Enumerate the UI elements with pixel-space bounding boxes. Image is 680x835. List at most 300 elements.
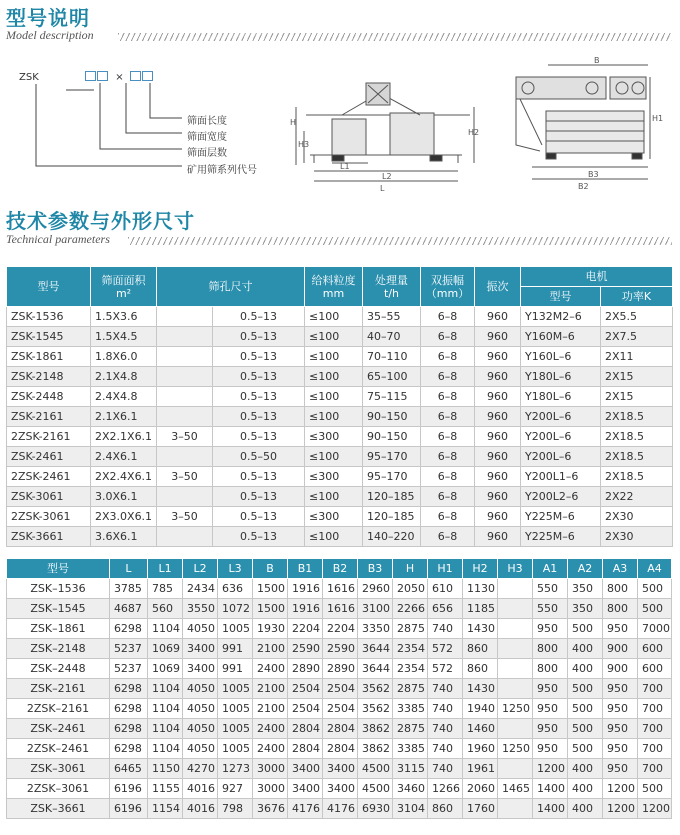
table-cell [498,679,533,699]
table-row [7,487,673,507]
col-header: A1 [533,559,568,579]
table-cell: 6196 [109,779,147,799]
table-cell: 700 [638,719,672,739]
table-cell: ZSK–3661 [7,799,110,819]
table-cell: 950 [533,699,568,719]
table-cell: 740 [428,759,463,779]
table-cell: 3562 [358,679,393,699]
table-cell: 500 [638,599,672,619]
table-cell: 2804 [323,739,358,759]
table-row [7,799,672,819]
table-cell: 500 [568,619,603,639]
table-cell: 900 [603,639,638,659]
section-subtitle-technical: Technical parameters [6,232,110,246]
table-cell: 2ZSK-2161 [7,427,91,447]
table-cell: 6–8 [421,307,475,327]
table-cell: 740 [428,679,463,699]
table-cell: 1069 [148,639,183,659]
table-cell: 950 [603,619,638,639]
table-cell: 960 [475,467,521,487]
table-cell: 1616 [323,579,358,599]
table-cell: 1400 [533,779,568,799]
table-cell: 400 [568,639,603,659]
table-cell: 120–185 [363,487,421,507]
table-cell: Y160L–6 [521,347,601,367]
col-header-motor: 电机 [521,267,673,287]
table-cell: 1104 [148,699,183,719]
table-cell: 2ZSK-2461 [7,467,91,487]
table-cell: 2100 [253,639,288,659]
table-cell: 120–185 [363,507,421,527]
table-cell: 1.5X3.6 [91,307,157,327]
table-cell: 3400 [288,759,323,779]
table-cell: 6–8 [421,367,475,387]
table-cell [157,387,213,407]
table-cell: 1430 [463,619,498,639]
table-cell: 2804 [288,719,323,739]
col-header: B2 [323,559,358,579]
table-cell: 960 [475,307,521,327]
col-header: L3 [218,559,253,579]
table-row [7,599,672,619]
table-cell: 0.5–13 [213,387,305,407]
table-cell: 90–150 [363,407,421,427]
table-cell: 3100 [358,599,393,619]
table-cell: 1155 [148,779,183,799]
table-row [7,387,673,407]
table-cell: 860 [428,799,463,819]
col-header-amplitude: 双振幅 （mm） [421,267,475,307]
table-cell: 3400 [183,659,218,679]
table-cell: 4270 [183,759,218,779]
label-series-code: 矿用筛系列代号 [187,165,257,176]
table-cell: ≤100 [305,387,363,407]
table-cell: 6298 [109,619,147,639]
table-cell: 0.5–13 [213,307,305,327]
table-row [7,719,672,739]
table-cell: 3460 [393,779,428,799]
table-cell: 3104 [393,799,428,819]
table-cell: 3400 [288,779,323,799]
table-cell: 2504 [323,679,358,699]
table-cell: 798 [218,799,253,819]
table-cell: 960 [475,447,521,467]
hatch-divider [118,33,672,41]
label-screen-width: 筛面宽度 [187,132,227,143]
table-cell: 0.5–13 [213,407,305,427]
table-cell: ZSK-1861 [7,347,91,367]
col-header-model: 型号 [7,267,91,307]
table-cell: 3785 [109,579,147,599]
table-cell: ≤100 [305,307,363,327]
table-cell: 800 [533,659,568,679]
table-cell: ZSK-3061 [7,487,91,507]
table-cell: 3–50 [157,507,213,527]
table-cell: 2X18.5 [601,467,673,487]
col-header: H3 [498,559,533,579]
table-cell: 700 [638,759,672,779]
table-cell: 2100 [253,699,288,719]
col-header: H [393,559,428,579]
table-cell: 3.6X6.1 [91,527,157,547]
table-cell: 0.5–13 [213,327,305,347]
table-cell: 7000 [638,619,672,639]
table-cell: 1200 [638,799,672,819]
table-cell: 0.5–13 [213,487,305,507]
table-cell: ≤100 [305,407,363,427]
table-cell: 2X2.1X6.1 [91,427,157,447]
table-cell: 2590 [323,639,358,659]
table-cell: 2204 [323,619,358,639]
table-row [7,507,673,527]
table-cell: 2.1X6.1 [91,407,157,427]
table-cell: Y180L–6 [521,387,601,407]
col-header-capacity: 处理量 t/h [363,267,421,307]
table-cell: 35–55 [363,307,421,327]
col-header-feed: 给料粒度 mm [305,267,363,307]
table-cell: 960 [475,347,521,367]
table-cell [498,659,533,679]
table-cell: 1940 [463,699,498,719]
table-cell: 960 [475,527,521,547]
table-cell: 2890 [323,659,358,679]
table-cell: 6298 [109,699,147,719]
table-cell: 2ZSK–2161 [7,699,110,719]
table-cell: 1130 [463,579,498,599]
table-cell: ZSK–1861 [7,619,110,639]
table-cell: 3.0X6.1 [91,487,157,507]
table-cell: 3400 [323,779,358,799]
table-cell: 1.8X6.0 [91,347,157,367]
table-cell: ≤100 [305,327,363,347]
table-row [7,367,673,387]
table-cell: ZSK-1536 [7,307,91,327]
table-cell: 700 [638,739,672,759]
table-cell: ZSK-1545 [7,327,91,347]
col-header: L [109,559,147,579]
technical-parameters-table [6,266,673,547]
table-cell: 4050 [183,679,218,699]
table-cell: 2ZSK–3061 [7,779,110,799]
table-cell: 800 [603,579,638,599]
table-cell: 1005 [218,719,253,739]
table-cell: 700 [638,699,672,719]
table-cell [498,639,533,659]
svg-text:B2: B2 [578,182,589,191]
table-cell: 600 [638,659,672,679]
table-cell: 0.5–13 [213,427,305,447]
col-header: L2 [183,559,218,579]
table-cell: 6465 [109,759,147,779]
table-cell: 2X18.5 [601,407,673,427]
table-cell: 2434 [183,579,218,599]
table-cell: 960 [475,487,521,507]
table-cell: Y160M–6 [521,327,601,347]
svg-text:H: H [290,118,297,127]
table-cell: 3862 [358,739,393,759]
col-header: A4 [638,559,672,579]
table-cell: 2ZSK-3061 [7,507,91,527]
table-cell: ≤100 [305,487,363,507]
table-cell: 2266 [393,599,428,619]
table-cell: 2875 [393,679,428,699]
svg-text:L: L [380,184,385,193]
table-cell: 4176 [288,799,323,819]
table-cell: ZSK–1536 [7,579,110,599]
col-header: A2 [568,559,603,579]
table-cell: 1069 [148,659,183,679]
table-cell: 400 [568,779,603,799]
table-cell: 950 [603,719,638,739]
table-cell: 572 [428,659,463,679]
table-cell: 70–110 [363,347,421,367]
table-cell: 400 [568,799,603,819]
table-cell: 6930 [358,799,393,819]
table-cell: 1916 [288,599,323,619]
table-cell: 350 [568,599,603,619]
table-cell: 2504 [288,699,323,719]
table-cell: 500 [568,699,603,719]
table-cell: 3562 [358,699,393,719]
table-cell: 636 [218,579,253,599]
table-cell: 2X3.0X6.1 [91,507,157,527]
table-cell: Y225M–6 [521,507,601,527]
table-cell: 6–8 [421,507,475,527]
table-cell: 1930 [253,619,288,639]
table-cell: 950 [533,619,568,639]
svg-text:B3: B3 [588,170,599,179]
table-cell: 1185 [463,599,498,619]
table-cell: 1273 [218,759,253,779]
table-cell: 4016 [183,779,218,799]
table-cell: 2X15 [601,387,673,407]
table-row [7,407,673,427]
table-cell: 400 [568,659,603,679]
table-cell: 3644 [358,659,393,679]
table-cell: 2050 [393,579,428,599]
table-cell: 950 [533,679,568,699]
table-cell: 785 [148,579,183,599]
table-row [7,779,672,799]
table-row [7,447,673,467]
table-cell: 500 [568,679,603,699]
table-cell: 6196 [109,799,147,819]
table-cell: 2X18.5 [601,427,673,447]
model-leader-lines [0,0,200,180]
table-cell: 960 [475,387,521,407]
table-cell: 1760 [463,799,498,819]
table-cell: 1154 [148,799,183,819]
dimensions-body [7,579,672,819]
table-cell [498,719,533,739]
table-row [7,307,673,327]
table-cell: ≤100 [305,347,363,367]
table-cell: 1500 [253,599,288,619]
table-cell: 1250 [498,739,533,759]
table-cell: 1250 [498,699,533,719]
table-cell: 0.5–13 [213,367,305,387]
table-cell: ZSK–1545 [7,599,110,619]
table-cell: 2400 [253,659,288,679]
table-cell: 3–50 [157,467,213,487]
table-cell: 740 [428,619,463,639]
table-cell: Y200L–6 [521,447,601,467]
table-cell: 6–8 [421,387,475,407]
table-cell: 3644 [358,639,393,659]
table-cell: 1005 [218,699,253,719]
table-cell: 2X2.4X6.1 [91,467,157,487]
table-cell: 3000 [253,759,288,779]
table-cell: 6–8 [421,407,475,427]
table-cell: ZSK–2148 [7,639,110,659]
table-cell: 550 [533,579,568,599]
table-cell: ≤100 [305,527,363,547]
col-header: H1 [428,559,463,579]
table-cell: ZSK-2461 [7,447,91,467]
table-cell: 860 [463,659,498,679]
col-header-motor-power: 功率K [601,287,673,307]
table-row [7,347,673,367]
table-cell: 2875 [393,719,428,739]
table-cell: ≤300 [305,427,363,447]
table-cell: 2354 [393,639,428,659]
table-cell: 2504 [323,699,358,719]
table-cell: 0.5–50 [213,447,305,467]
table-cell: 2.4X6.1 [91,447,157,467]
table-cell: 400 [568,759,603,779]
table-cell: 1916 [288,579,323,599]
table-cell: 6–8 [421,487,475,507]
table-cell: 6–8 [421,527,475,547]
table-cell: 2X22 [601,487,673,507]
table-cell: 0.5–13 [213,347,305,367]
table-cell: 927 [218,779,253,799]
table-cell: 950 [603,739,638,759]
section-subtitle-model: Model description [6,28,94,42]
table-cell: 800 [603,599,638,619]
table-cell: 2ZSK–2461 [7,739,110,759]
table-cell [498,799,533,819]
table-cell: 1104 [148,619,183,639]
table-cell: 2X30 [601,527,673,547]
table-cell: 1500 [253,579,288,599]
table-row [7,427,673,447]
table-row [7,619,672,639]
svg-text:B: B [594,56,600,65]
table-cell: 1200 [533,759,568,779]
table-cell: 65–100 [363,367,421,387]
col-header: B3 [358,559,393,579]
table-cell: 2X30 [601,507,673,527]
table-cell: 610 [428,579,463,599]
col-header: L1 [148,559,183,579]
table-cell: 4500 [358,759,393,779]
table-cell: 2875 [393,619,428,639]
table-cell: 1104 [148,739,183,759]
table-cell: 3115 [393,759,428,779]
table-cell: 800 [533,639,568,659]
table-cell: 3676 [253,799,288,819]
table-row [7,679,672,699]
table-cell: ZSK-3661 [7,527,91,547]
table-row [7,327,673,347]
table-cell: 5237 [109,639,147,659]
table-cell: 2X7.5 [601,327,673,347]
table-row [7,699,672,719]
table-cell: ZSK-2148 [7,367,91,387]
table-cell: 900 [603,659,638,679]
table-row [7,579,672,599]
table-cell: 960 [475,427,521,447]
table-cell: 700 [638,679,672,699]
table-cell: 950 [533,739,568,759]
table-cell: 1072 [218,599,253,619]
label-screen-layers: 筛面层数 [187,148,227,159]
table-cell: 991 [218,659,253,679]
table-cell [157,347,213,367]
table-cell: 5237 [109,659,147,679]
table-cell: 4500 [358,779,393,799]
table-cell: 3385 [393,699,428,719]
table-cell [157,307,213,327]
table-cell: 4050 [183,699,218,719]
table-cell: 2.1X4.8 [91,367,157,387]
table-cell [157,327,213,347]
label-screen-length: 筛面长度 [187,116,227,127]
table-cell: 6298 [109,679,147,699]
table-cell: ZSK-2161 [7,407,91,427]
table-cell: 0.5–13 [213,467,305,487]
table-cell: 3400 [323,759,358,779]
table-cell: 4050 [183,619,218,639]
section-title-technical: 技术参数与外形尺寸 [6,209,195,233]
table-cell: 2X15 [601,367,673,387]
table-cell: 2X11 [601,347,673,367]
table-cell: 860 [463,639,498,659]
table-cell: 740 [428,739,463,759]
col-header-frequency: 振次 [475,267,521,307]
dimensions-table [6,558,672,819]
table-cell: Y200L2–6 [521,487,601,507]
table-cell: 1430 [463,679,498,699]
col-header: B1 [288,559,323,579]
table-cell: 2X18.5 [601,447,673,467]
table-cell: 1400 [533,799,568,819]
table-cell: 960 [475,367,521,387]
table-row [7,739,672,759]
table-cell: 2804 [323,719,358,739]
col-header-area: 筛面面积 m² [91,267,157,307]
table-row [7,759,672,779]
table-cell: 500 [568,719,603,739]
table-cell: 1200 [603,799,638,819]
table-cell: 656 [428,599,463,619]
table-cell: 1104 [148,679,183,699]
col-header: H2 [463,559,498,579]
table-cell: 4050 [183,739,218,759]
table-cell: 1005 [218,619,253,639]
col-header: A3 [603,559,638,579]
table-cell: 0.5–13 [213,507,305,527]
section-title-model: 型号说明 [6,6,90,30]
table-cell: 2204 [288,619,323,639]
table-cell: 1465 [498,779,533,799]
table-cell: ZSK–2161 [7,679,110,699]
table-cell: Y225M–6 [521,527,601,547]
table-cell: Y180L–6 [521,367,601,387]
table-cell: 991 [218,639,253,659]
table-row [7,527,673,547]
